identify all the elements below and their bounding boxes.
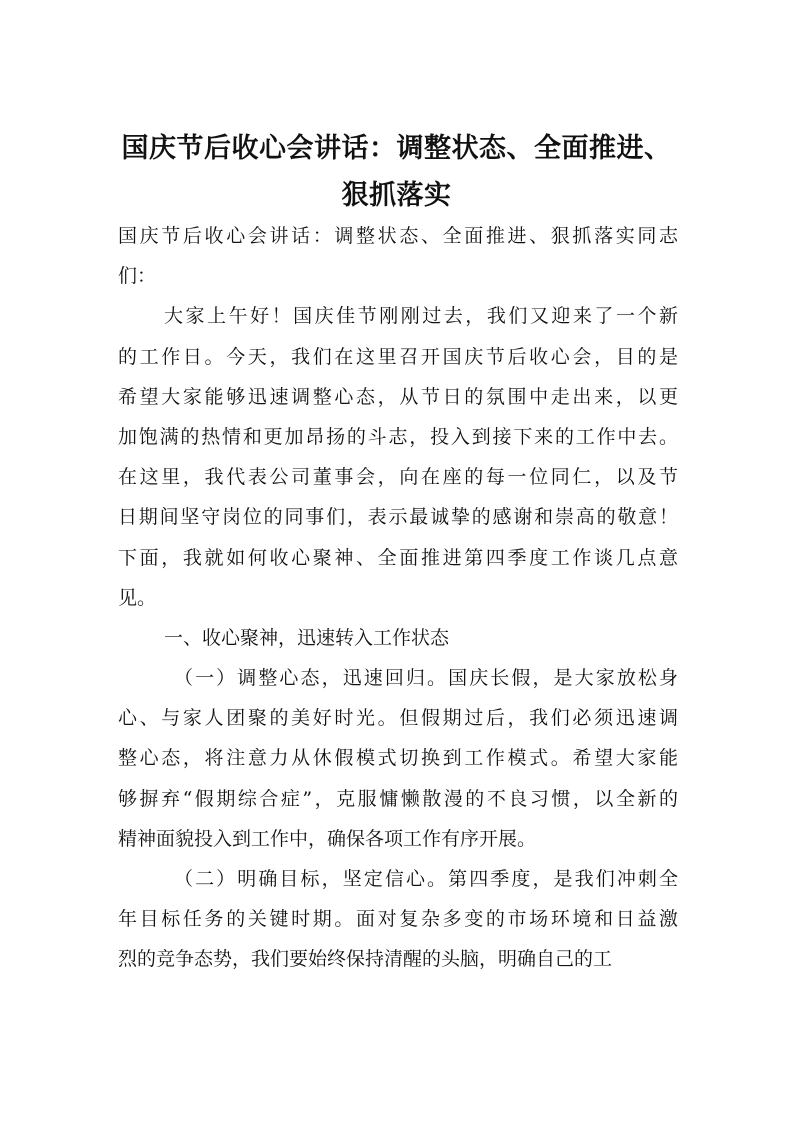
document-title-line-2: 狠抓落实	[341, 180, 452, 211]
paragraph-line: 心、与家人团聚的美好时光。但假期过后，我们必须迅速调	[118, 707, 678, 730]
paragraph-line: 年目标任务的关键时期。面对复杂多变的市场环境和日益激	[118, 908, 678, 931]
paragraph	[118, 618, 678, 658]
paragraph-line: 们：	[118, 265, 157, 288]
paragraph-line: 国庆节后收心会讲话：调整状态、全面推进、狠抓落实同志	[118, 225, 678, 247]
paragraph-line: 烈的竞争态势，我们要始终保持清醒的头脑，明确自己的工	[118, 948, 613, 971]
paragraph	[118, 658, 678, 859]
paragraph	[118, 216, 678, 296]
paragraph-line: 在这里，我代表公司董事会，向在座的每一位同仁，以及节	[118, 466, 678, 489]
paragraph-line: 日期间坚守岗位的同事们，表示最诚挚的感谢和崇高的敬意！	[118, 506, 678, 529]
paragraph-line: 够摒弃“假期综合症”，克服慵懒散漫的不良习惯，以全新的	[118, 787, 678, 810]
document-title-line-1: 国庆节后收心会讲话：调整状态、全面推进、	[121, 133, 672, 164]
paragraph-line: （二）明确目标，坚定信心。第四季度，是我们冲刺全	[174, 868, 678, 890]
paragraph-line: 大家上午好！国庆佳节刚刚过去，我们又迎来了一个新	[164, 305, 678, 328]
paragraph-line: 希望大家能够迅速调整心态，从节日的氛围中走出来，以更	[118, 385, 678, 408]
paragraph-line: 整心态，将注意力从休假模式切换到工作模式。希望大家能	[118, 747, 678, 770]
paragraph-line: （一）调整心态，迅速回归。国庆长假，是大家放松身	[174, 667, 678, 690]
paragraph-line: 下面，我就如何收心聚神、全面推进第四季度工作谈几点意	[118, 546, 678, 569]
paragraph	[118, 859, 678, 980]
paragraph-line: 精神面貌投入到工作中，确保各项工作有序开展。	[118, 827, 537, 850]
paragraph-line: 加饱满的热情和更加昂扬的斗志，投入到接下来的工作中去。	[118, 425, 678, 448]
document-body	[118, 216, 678, 980]
paragraph-line: 见。	[118, 586, 157, 609]
paragraph-line: 一、收心聚神，迅速转入工作状态	[164, 626, 450, 649]
paragraph-line: 的工作日。今天，我们在这里召开国庆节后收心会，目的是	[118, 345, 678, 368]
paragraph	[118, 296, 678, 618]
